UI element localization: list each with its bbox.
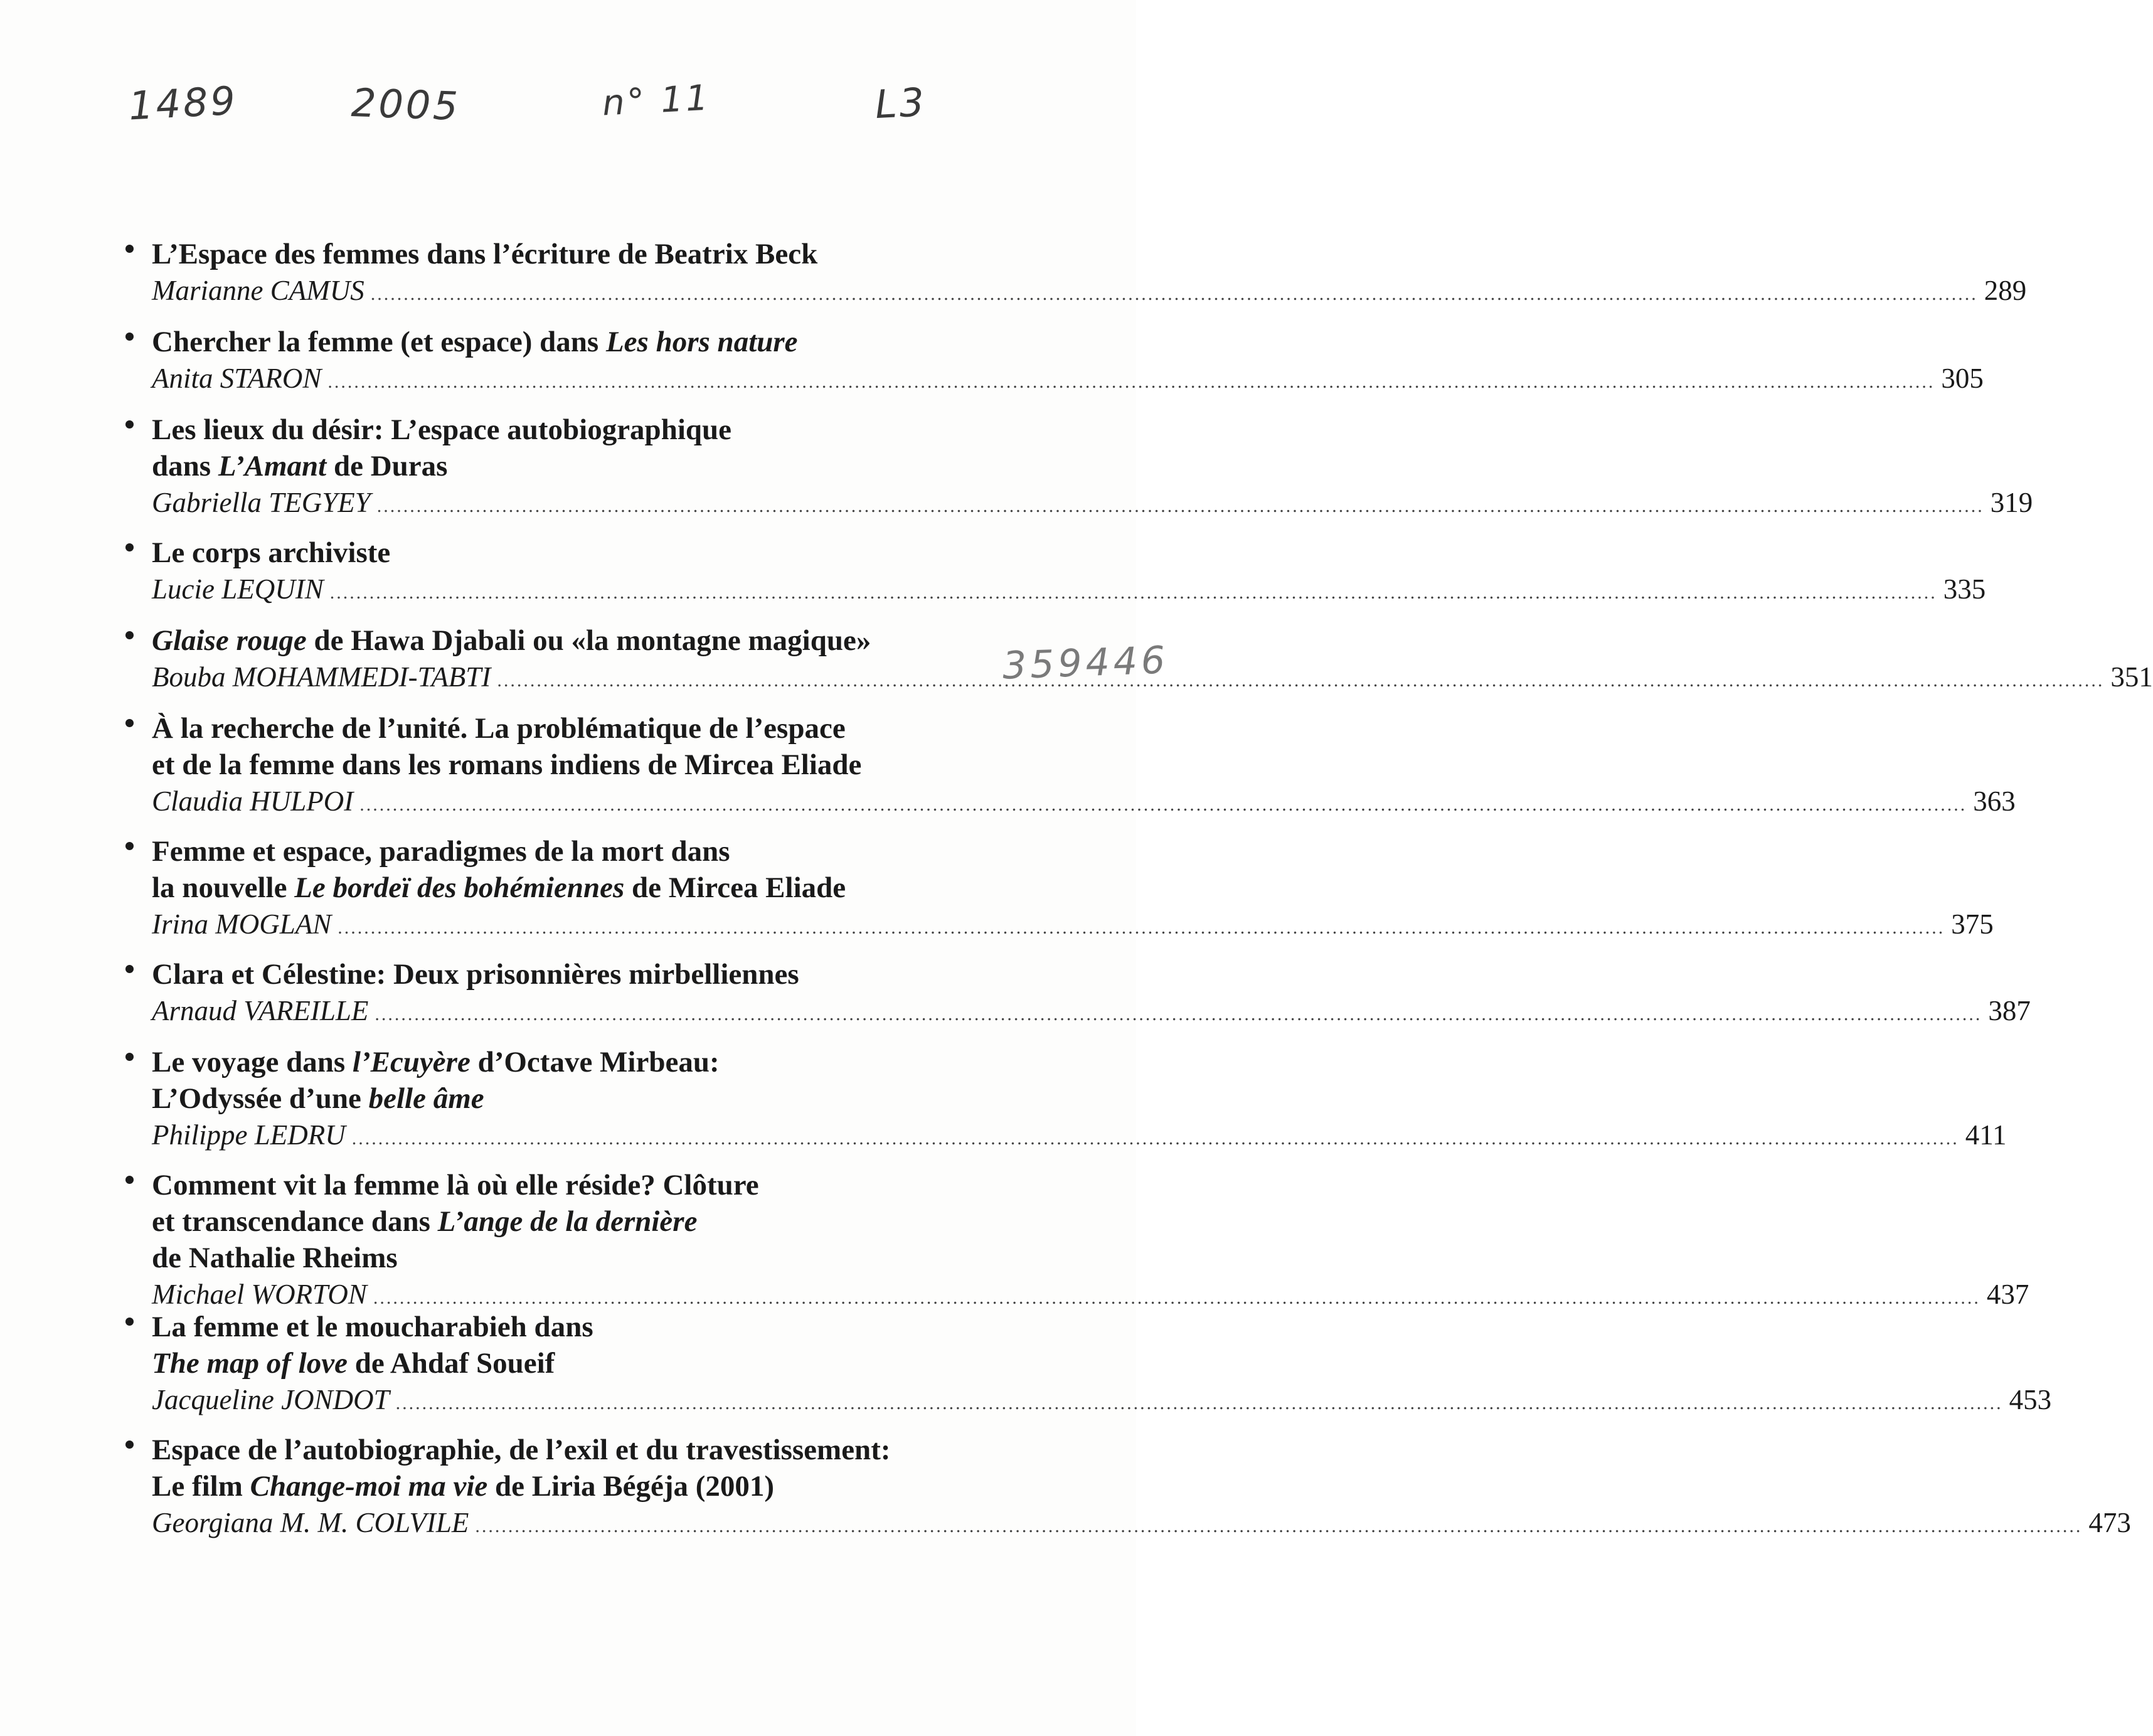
toc-entry xyxy=(125,956,2031,1029)
bullet-icon xyxy=(125,420,134,429)
entry-title-line xyxy=(152,448,991,484)
page-number: 375 xyxy=(1951,908,1994,940)
entry-title-italic: Les hors nature xyxy=(605,326,798,358)
entry-title-text: À la recherche de l’unité. La problématique de l’espace xyxy=(152,712,846,745)
dot-leader xyxy=(375,996,1982,1033)
bullet-icon xyxy=(125,543,134,551)
toc-entry xyxy=(125,412,2033,521)
author-name: Marianne CAMUS xyxy=(152,275,364,306)
entry-title-line xyxy=(152,747,991,783)
entry-title-line xyxy=(152,1309,991,1345)
entry-title-line xyxy=(152,1203,991,1240)
dot-leader xyxy=(371,276,1978,312)
toc-entry xyxy=(125,1044,2007,1153)
entry-title-italic: The map of love xyxy=(152,1347,348,1380)
author-name: Arnaud VAREILLE xyxy=(152,995,369,1026)
entry-title-text: de Liria Bégéja (2001) xyxy=(487,1470,775,1503)
author-line xyxy=(152,272,2027,309)
bullet-icon xyxy=(125,842,134,850)
handwritten-note: n° 11 xyxy=(601,77,712,124)
dot-leader xyxy=(497,663,2104,699)
author-line xyxy=(152,484,2033,521)
bullet-icon xyxy=(125,245,134,253)
toc-entry xyxy=(125,710,2016,819)
entry-title-text: et de la femme dans les romans indiens de Mircea Eliade xyxy=(152,748,862,781)
entry-title-italic: Change-moi ma vie xyxy=(250,1470,488,1503)
entry-title-italic: Glaise rouge xyxy=(152,624,307,657)
page-number: 319 xyxy=(1990,487,2033,518)
handwritten-note: 1489 xyxy=(127,77,239,129)
entry-title-line xyxy=(152,535,991,571)
entry-title-italic: Le bordeï des bohémiennes xyxy=(294,871,625,904)
page-number: 411 xyxy=(1965,1119,2007,1151)
author-line xyxy=(152,783,2016,819)
entry-title-italic: L’Amant xyxy=(218,450,327,482)
entry-title-line xyxy=(152,324,991,360)
entry-title-line xyxy=(152,956,991,993)
entry-title-text: la nouvelle xyxy=(152,871,295,904)
page-number: 453 xyxy=(2009,1384,2052,1415)
entry-title-text: et transcendance dans xyxy=(152,1205,438,1238)
entry-title-text: de Nathalie Rheims xyxy=(152,1242,398,1274)
entry-title-line xyxy=(152,622,991,659)
author-line xyxy=(152,571,1986,607)
entry-title-text: de Mircea Eliade xyxy=(624,871,846,904)
entry-title-italic: belle âme xyxy=(368,1082,484,1115)
entry-title-line xyxy=(152,870,991,906)
author-line xyxy=(152,1117,2007,1153)
dot-leader xyxy=(396,1385,2003,1422)
toc-entry xyxy=(125,1167,2029,1313)
page-number: 387 xyxy=(1988,995,2031,1026)
entry-title-line xyxy=(152,1468,991,1504)
toc-entry xyxy=(125,324,1984,397)
toc-entry xyxy=(125,535,1986,607)
dot-leader xyxy=(330,575,1937,611)
toc-entry xyxy=(125,236,2027,309)
bullet-icon xyxy=(125,719,134,727)
entry-title-text: de Ahdaf Soueif xyxy=(347,1347,555,1380)
page-number: 335 xyxy=(1943,573,1986,605)
author-name: Michael WORTON xyxy=(152,1279,367,1310)
author-line xyxy=(152,1382,2052,1418)
dot-leader xyxy=(377,488,1984,525)
bullet-icon xyxy=(125,631,134,639)
bullet-icon xyxy=(125,1318,134,1326)
entry-title-text: Les lieux du désir: L’espace autobiographique xyxy=(152,413,732,446)
page-number: 437 xyxy=(1986,1279,2029,1310)
author-name: Philippe LEDRU xyxy=(152,1119,346,1151)
entry-title-text: d’Octave Mirbeau: xyxy=(470,1046,720,1078)
author-line xyxy=(152,906,1994,942)
page-number: 305 xyxy=(1941,363,1984,394)
author-line xyxy=(152,1276,2029,1313)
entry-title-text: Chercher la femme (et espace) dans xyxy=(152,326,606,358)
author-name: Irina MOGLAN xyxy=(152,908,332,940)
entry-title-line xyxy=(152,1432,991,1468)
entry-title-text: L’Espace des femmes dans l’écriture de Beatrix Beck xyxy=(152,238,818,270)
page-number: 289 xyxy=(1984,275,2027,306)
entry-title-line xyxy=(152,236,991,272)
entry-title-line xyxy=(152,833,991,870)
page-number: 363 xyxy=(1973,785,2016,817)
author-line xyxy=(152,360,1984,397)
dot-leader xyxy=(475,1508,2082,1545)
author-name: Anita STARON xyxy=(152,363,322,394)
bullet-icon xyxy=(125,1053,134,1061)
entry-title-text: Comment vit la femme là où elle réside? Clôture xyxy=(152,1169,759,1201)
dot-leader xyxy=(327,364,1935,400)
toc-entry xyxy=(125,1432,2131,1541)
entry-title-text: Le corps archiviste xyxy=(152,536,391,569)
bullet-icon xyxy=(125,1176,134,1184)
entry-title-text: L’Odyssée d’une xyxy=(152,1082,369,1115)
author-name: Claudia HULPOI xyxy=(152,785,354,817)
entry-title-text: Le voyage dans xyxy=(152,1046,353,1078)
author-name: Jacqueline JONDOT xyxy=(152,1384,390,1415)
entry-title-line xyxy=(152,710,991,747)
entry-title-line xyxy=(152,1080,991,1117)
toc-entry xyxy=(125,833,1994,942)
entry-title-text: Le film xyxy=(152,1470,250,1503)
entry-title-italic: L’ange de la dernière xyxy=(437,1205,698,1238)
author-line xyxy=(152,1504,2131,1541)
entry-title-text: de Hawa Djabali ou «la montagne magique» xyxy=(306,624,871,657)
entry-title-text: La femme et le moucharabieh dans xyxy=(152,1311,593,1343)
entry-title-italic: l’Ecuyère xyxy=(352,1046,470,1078)
toc-entry xyxy=(125,1309,2052,1418)
handwritten-side-note: 359446 xyxy=(1001,638,1170,688)
dot-leader xyxy=(338,910,1945,946)
author-line xyxy=(152,993,2031,1029)
bullet-icon xyxy=(125,1440,134,1449)
entry-title-text: Femme et espace, paradigmes de la mort dans xyxy=(152,835,730,868)
bullet-icon xyxy=(125,965,134,973)
author-name: Bouba MOHAMMEDI-TABTI xyxy=(152,661,491,693)
handwritten-note: 2005 xyxy=(350,79,462,130)
entry-title-line xyxy=(152,412,991,448)
entry-title-line xyxy=(152,1345,991,1382)
dot-leader xyxy=(352,1121,1959,1157)
page-number: 351 xyxy=(2110,661,2153,693)
dot-leader xyxy=(359,787,1967,823)
entry-title-text: de Duras xyxy=(326,450,448,482)
author-name: Georgiana M. M. COLVILE xyxy=(152,1507,469,1538)
handwritten-note: L3 xyxy=(874,78,928,128)
entry-title-text: dans xyxy=(152,450,218,482)
author-name: Gabriella TEGYEY xyxy=(152,487,371,518)
entry-title-text: Espace de l’autobiographie, de l’exil et du travestissement: xyxy=(152,1434,891,1466)
entry-title-line xyxy=(152,1240,991,1276)
bullet-icon xyxy=(125,333,134,341)
entry-title-text: Clara et Célestine: Deux prisonnières mirbelliennes xyxy=(152,958,799,991)
author-name: Lucie LEQUIN xyxy=(152,573,324,605)
entry-title-line xyxy=(152,1167,991,1203)
entry-title-line xyxy=(152,1044,991,1080)
page-number: 473 xyxy=(2088,1507,2131,1538)
